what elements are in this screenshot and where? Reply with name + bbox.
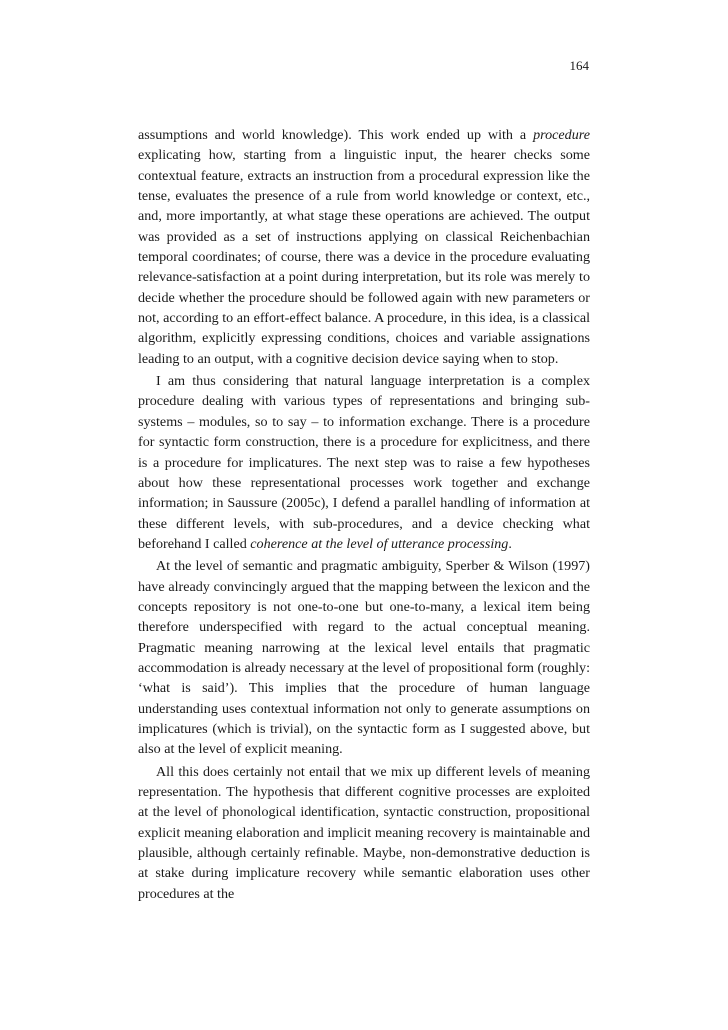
paragraph-2 bbox=[138, 371, 590, 554]
paragraph-4 bbox=[138, 762, 590, 904]
text-span: assumptions and world knowledge). This work ended up with a bbox=[138, 127, 534, 143]
text-span: At the level of semantic and pragmatic ambiguity, Sperber & Wilson (1997) have already convincingly argued that the mapping between the lexicon and the concepts repository is not one-to-one but one-to-many, a lexical item being therefore underspecified with regard to the actual conceptual meaning. Pragmatic meaning narrowing at the lexical level entails that pragmatic accommodation is already necessary at the level of propositional form (roughly: ‘what is said’). This implies that the procedure of human language understanding uses contextual information not only to generate assumptions on implicatures (which is trivial), on the syntactic form as I suggested above, but also at the level of explicit meaning. bbox=[138, 558, 590, 758]
text-span: All this does certainly not entail that we mix up different levels of meaning representation. The hypothesis that different cognitive processes are exploited at the level of phonological identification, syntactic construction, propositional explicit meaning elaboration and implicit meaning recovery is maintainable and plausible, although certainly refinable. Maybe, non-demonstrative deduction is at stake during implicature recovery while semantic elaboration uses other procedures at the bbox=[138, 763, 590, 902]
page-number: 164 bbox=[569, 58, 589, 73]
text-span: explicating how, starting from a linguistic input, the hearer checks some contextual feature, extracts an instruction from a procedural expression like the tense, evaluates the presence of a rule from world knowledge or context, etc., and, more importantly, at what stage these operations are achieved. The output was provided as a set of instructions applying on classical Reichenbachian temporal coordinates; of course, there was a device in the procedure evaluating relevance-satisfaction at a point during interpretation, but its role was merely to decide whether the procedure should be followed again with new parameters or not, according to an effort-effect balance. A procedure, in this idea, is a classical algorithm, explicitly expressing conditions, choices and variable assignations leading to an output, with a cognitive decision device saying when to stop. bbox=[138, 147, 590, 367]
text-span: . bbox=[508, 535, 512, 552]
italic-term-coherence: coherence at the level of utterance processing bbox=[250, 535, 509, 552]
text-span: I am thus considering that natural language interpretation is a complex procedure dealing with various types of representations and bringing sub-systems – modules, so to say – to information exchange. There is a procedure for syntactic form construction, there is a procedure for explicitness, and there is a procedure for implicatures. The next step was to raise a few hypotheses about how these representational processes work together and exchange information; in Saussure (2005c), I defend a parallel handling of information at these different levels, with sub-procedures, and a device checking what beforehand I called bbox=[138, 373, 590, 552]
paragraph-1 bbox=[138, 125, 590, 369]
paragraph-3 bbox=[138, 556, 590, 759]
body-text bbox=[138, 125, 590, 904]
italic-term-procedure: procedure bbox=[533, 127, 590, 143]
